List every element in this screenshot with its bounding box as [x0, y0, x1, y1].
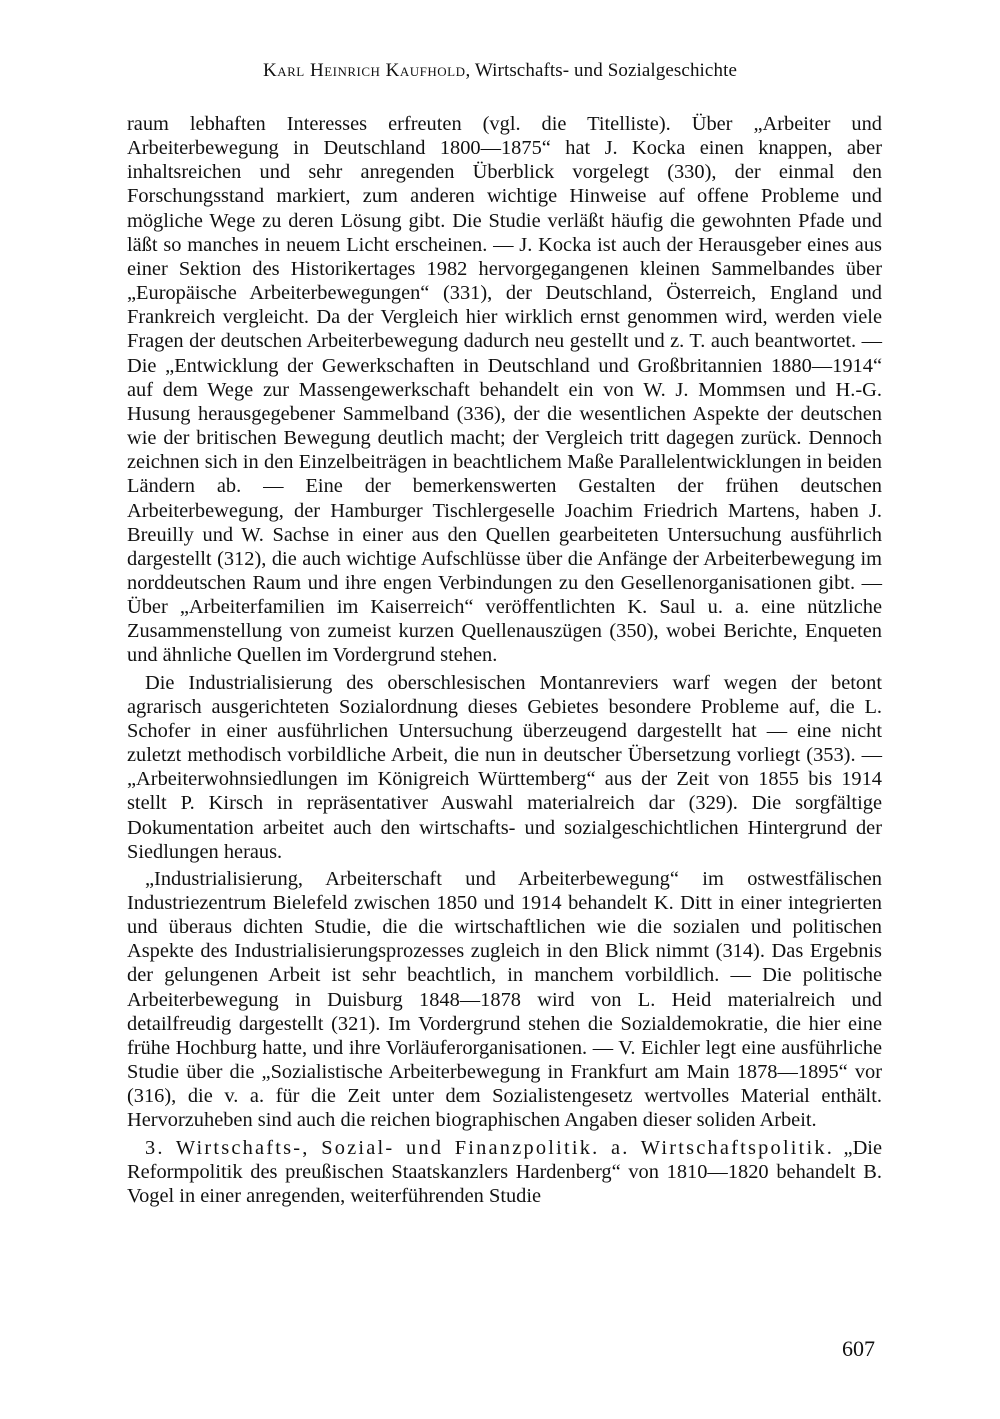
section-paragraph: [127, 1136, 882, 1208]
body-text: [127, 112, 882, 1211]
section-heading: 3. Wirtschafts-, Sozial- und Finanzpolitik. a. Wirtschaftspolitik.: [145, 1136, 835, 1159]
running-head: [0, 60, 1000, 82]
paragraph-3: „Industrialisierung, Arbeiterschaft und Arbeiterbewegung“ im ostwestfälischen Industriezentrum Bielefeld zwischen 1850 und 1914 behandelt K. Ditt in einer integrierten und überaus dichten Studie, die die wirtschaftlichen wie die sozialen und politischen Aspekte des Industrialisierungsprozesses zugleich in den Blick nimmt (314). Das Ergebnis der gelungenen Arbeit ist sehr beachtlich, in manchem vorbildlich. — Die politische Arbeiterbewegung in Duisburg 1848—1878 wird von L. Heid materialreich und detailfreudig dargestellt (321). Im Vordergrund stehen die Sozialdemokratie, die hier eine frühe Hochburg hatte, und ihre Vorläuferorganisationen. — V. Eichler legt eine ausführliche Studie über die „Sozialistische Arbeiterbewegung in Frankfurt am Main 1878—1895“ vor (316), die v. a. für die Zeit unter dem Sozialistengesetz wertvolles Material enthält. Hervorzuheben sind auch die reichen biographischen Angaben dieser soliden Arbeit.: [127, 867, 882, 1132]
paragraph-2: Die Industrialisierung des oberschlesischen Montanreviers warf wegen der betont agrarisch ausgerichteten Sozialordnung dieses Gebietes besondere Probleme auf, die L. Schofer in einer ausführlichen Untersuchung überzeugend dargestellt hat — eine nicht zuletzt methodisch vorbildliche Arbeit, die nun in deutscher Übersetzung vorliegt (353). — „Arbeiterwohnsiedlungen im Königreich Württemberg“ aus der Zeit von 1855 bis 1914 stellt P. Kirsch in repräsentativer Auswahl materialreich dar (329). Die sorgfältige Dokumentation arbeitet auch den wirtschafts- und sozialgeschichtlichen Hintergrund der Siedlungen heraus.: [127, 671, 882, 863]
running-head-separator: ,: [465, 60, 475, 81]
paragraph-1: raum lebhaften Interesses erfreuten (vgl. die Titelliste). Über „Arbeiter und Arbeiterbewegung in Deutschland 1800—1875“ hat J. Kocka einen knappen, aber inhaltsreichen und sehr anregenden Überblick vorgelegt (330), der einmal den Forschungsstand markiert, zum anderen wichtige Hinweise auf offene Probleme und mögliche Wege zu deren Lösung gibt. Die Studie verläßt häufig die gewohnten Pfade und läßt so manches in neuem Licht erscheinen. — J. Kocka ist auch der Herausgeber eines aus einer Sektion des Historikertages 1982 hervorgegangenen kleinen Sammelbandes über „Europäische Arbeiterbewegungen“ (331), der Deutschland, Österreich, England und Frankreich vergleicht. Da der Vergleich hier wirklich ernst genommen wird, werden viele Fragen der deutschen Arbeiterbewegung dadurch neu gestellt und z. T. auch beantwortet. — Die „Entwicklung der Gewerkschaften in Deutschland und Großbritannien 1880—1914“ auf dem Wege zur Massengewerkschaft behandelt ein von W. J. Mommsen und H.-G. Husung herausgegebener Sammelband (336), der die wesentlichen Aspekte der deutschen wie der britischen Bewegung deutlich macht; der Vergleich tritt dagegen zurück. Dennoch zeichnen sich in den Einzelbeiträgen in beachtlichem Maße Parallelentwicklungen in beiden Ländern ab. — Eine der bemerkenswerten Gestalten der frühen deutschen Arbeiterbewegung, der Hamburger Tischlergeselle Joachim Friedrich Martens, haben J. Breuilly und W. Sachse in einer aus den Quellen gearbeiteten Untersuchung ausführlich dargestellt (312), die auch wichtige Aufschlüsse über die Anfänge der Arbeiterbewegung im norddeutschen Raum und ihre engen Verbindungen zu den Gesellenorganisationen gibt. — Über „Arbeiterfamilien im Kaiserreich“ veröffentlichten K. Saul u. a. eine nützliche Zusammenstellung von zumeist kurzen Quellenauszügen (350), wobei Berichte, Enqueten und ähnliche Quellen im Vordergrund stehen.: [127, 113, 882, 667]
running-head-title: Wirtschafts- und Sozialgeschichte: [474, 60, 737, 81]
running-head-author: Karl Heinrich Kaufhold: [263, 60, 466, 81]
section-text: „Die Reformpolitik des preußischen Staatskanzlers Hardenberg“ von 1810—1820 behandelt B. Vogel in einer anregenden, weiterführenden Studie: [127, 1136, 883, 1207]
page-number: 607: [842, 1336, 875, 1361]
